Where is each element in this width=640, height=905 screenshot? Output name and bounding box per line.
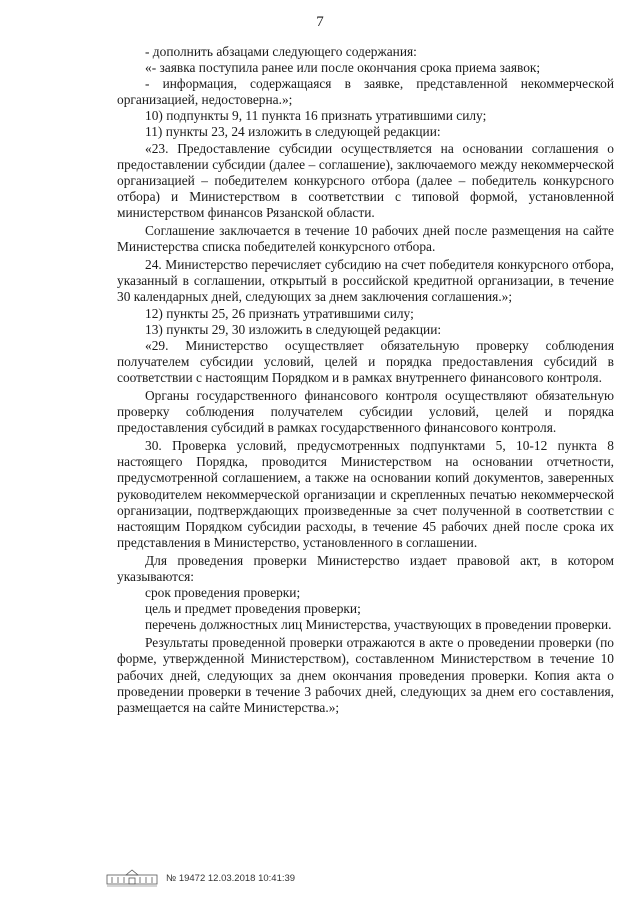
paragraph: 30. Проверка условий, предусмотренных подпунктами 5, 10-12 пункта 8 настоящего Порядка, проводится Министерством на основании отчетности, предусмотренной соглашением, а также на основании копий документов, заверенных руководителем некоммерческой организации и скрепленных печатью некоммерческой организации, подтверждающих произведенные за счет полученной в соответствии с настоящим Порядком субсидии расходы, в течение 45 рабочих дней после срока их представления в Министерство, установленного в соглашении. bbox=[117, 438, 614, 550]
paragraph: 13) пункты 29, 30 изложить в следующей редакции: bbox=[145, 321, 442, 337]
paragraph: перечень должностных лиц Министерства, участвующих в проведении проверки. bbox=[145, 617, 612, 633]
paragraph: цель и предмет проведения проверки; bbox=[145, 601, 361, 617]
document-body bbox=[117, 44, 614, 716]
paragraph: срок проведения проверки; bbox=[145, 585, 301, 601]
paragraph: Для проведения проверки Министерство издает правовой акт, в котором указываются: bbox=[117, 552, 614, 584]
page-number: 7 bbox=[316, 14, 324, 30]
paragraph: 12) пункты 25, 26 признать утратившими силу; bbox=[145, 305, 414, 321]
paragraph: 11) пункты 23, 24 изложить в следующей редакции: bbox=[145, 124, 441, 140]
paragraph: Соглашение заключается в течение 10 рабочих дней после размещения на сайте Министерства списка победителей конкурсного отбора. bbox=[117, 223, 614, 255]
paragraph: «23. Предоставление субсидии осуществляется на основании соглашения о предоставлении субсидии (далее – соглашение), заключаемого между некоммерческой организацией – победителем конкурсного отбора (далее – победитель конкурсного отбора) и Министерством в соответствии с типовой формой, установленной министерством финансов Рязанской области. bbox=[117, 140, 614, 220]
registry-logo-icon bbox=[106, 869, 158, 887]
paragraph: 24. Министерство перечисляет субсидию на счет победителя конкурсного отбора, указанный в соглашении, открытый в российской кредитной организации, в течение 30 календарных дней, следующих за днем заключения соглашения.»; bbox=[117, 257, 614, 305]
paragraph: Результаты проведенной проверки отражаются в акте о проведении проверки (по форме, утвержденной Министерством), составленном Министерством в течение 10 рабочих дней, следующих за днем окончания проведения проверки. Копия акта о проведении проверки в течение 3 рабочих дней, следующих за днем его составления, размещается на сайте Министерства.»; bbox=[117, 635, 614, 715]
document-stamp: № 19472 12.03.2018 10:41:39 bbox=[166, 872, 296, 884]
paragraph: 10) подпункты 9, 11 пункта 16 признать утратившими силу; bbox=[145, 108, 487, 124]
paragraph: «- заявка поступила ранее или после окончания срока приема заявок; bbox=[145, 60, 541, 76]
paragraph: - информация, содержащаяся в заявке, представленной некоммерческой организацией, недостоверна.»; bbox=[117, 76, 614, 108]
footer bbox=[106, 869, 295, 887]
paragraph: - дополнить абзацами следующего содержания: bbox=[145, 44, 417, 59]
paragraph: «29. Министерство осуществляет обязательную проверку соблюдения получателем субсидии условий, целей и порядка предоставления субсидий в соответствии с настоящим Порядком и в рамках внутреннего финансового контроля. bbox=[117, 337, 614, 385]
paragraph: Органы государственного финансового контроля осуществляют обязательную проверку соблюдения получателем субсидии условий, целей и порядка предоставления субсидий в рамках государственного финансового контроля. bbox=[117, 387, 614, 436]
